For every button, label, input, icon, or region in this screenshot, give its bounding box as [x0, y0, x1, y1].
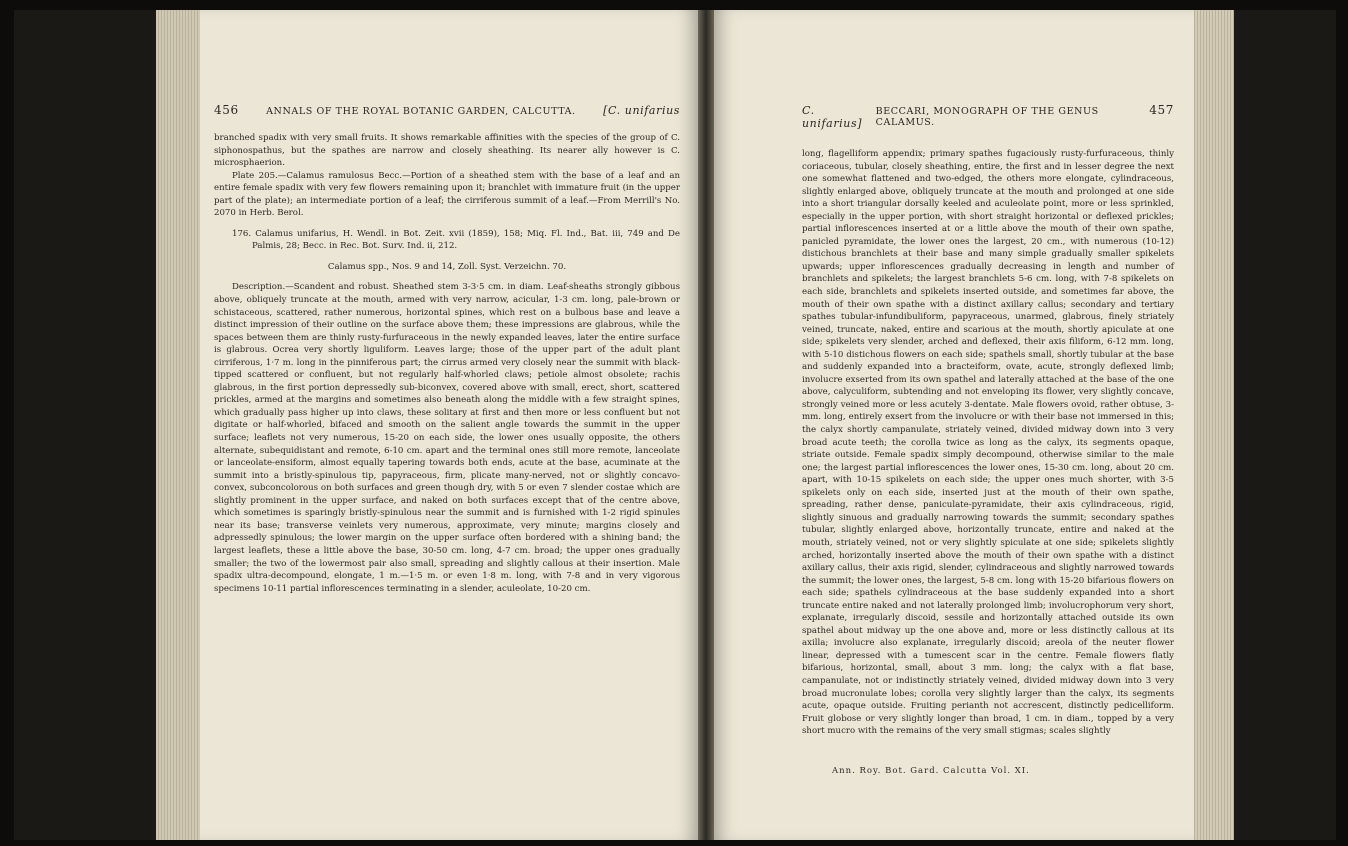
- synonym-line: Calamus spp., Nos. 9 and 14, Zoll. Syst. Verzeichn. 70.: [327, 261, 567, 272]
- left-page-edges: [156, 10, 200, 840]
- paragraph: branched spadix with very small fruits. It shows remarkable affinities with the species of the group of C. siphonospathus, but the spathes are narrow and closely sheathing. Its nearer ally however is C. microsphaerion.: [214, 133, 680, 169]
- left-page-number: 456: [214, 103, 239, 117]
- left-page-body: [214, 132, 680, 595]
- left-page: [200, 10, 698, 840]
- right-page-body: [802, 148, 1174, 738]
- right-page-number: 457: [1149, 103, 1174, 117]
- page-footer: Ann. Roy. Bot. Gard. Calcutta Vol. XI.: [832, 766, 1030, 776]
- right-running-head: [802, 103, 1174, 130]
- right-page: [714, 10, 1194, 840]
- right-page-edges: [1194, 10, 1234, 840]
- plate-caption: Plate 205.—Calamus ramulosus Becc.—Portion of a sheathed stem with the base of a leaf and an entire female spadix with very few flowers remaining upon it; branchlet with immature fruit (in the upper part of the plate); an intermediate portion of a leaf; the cirriferous summit of a leaf.—From Merrill's No. 2070 in Herb. Berol.: [214, 170, 680, 219]
- right-running-title: BECCARI, MONOGRAPH OF THE GENUS CALAMUS.: [875, 106, 1099, 128]
- left-running-head: [214, 103, 680, 117]
- book-gutter: [698, 10, 714, 840]
- book-spread: [14, 10, 1336, 840]
- description-continued: long, flagelliform appendix; primary spathes fugaciously rusty-furfuraceous, thinly coriaceous, tubular, closely sheathing, entire, the first and in lesser degree the next one somewhat flattened and two-edged, the others more elongate, cylindraceous, slightly enlarged above, obliquely truncate at the mouth and prolonged at one side into a short triangular dorsally keeled and aculeolate point, more or less sprinkled, especially in the upper portion, with short straight horizontal or deflexed prickles; partial inflorescences inserted at or a little above the mouth of their own spathe, panicled pyramidate, the lower ones the largest, 20 cm., with numerous (10-12) distichous branchlets at their base and many simple gradually smaller spikelets upwards; upper inflorescences gradually decreasing in length and number of branchlets and spikelets; the largest branchlets 5-6 cm. long, with 7-8 spikelets on each side, branchlets and spikelets inserted outside, and sometimes far above, the mouth of their own spathe with a distinct axillary callus; secondary and tertiary spathes tubular-infundibuliform, papyraceous, unarmed, glabrous, finely striately veined, truncate, naked, entire and scarious at the mouth, shortly apiculate at one side; spikelets very slender, arched and deflexed, their axis filiform, 6-12 mm. long, with 5-10 distichous flowers on each side; spathels small, shortly tubular at the base and suddenly expanded into a bracteiform, ovate, acute, strongly deflexed limb; involucre exserted from its own spathel and laterally attached at the base of the one above, calyculiform, subtending and not enveloping its flower, very slightly concave, strongly veined more or less acutely 3-dentate. Male flowers ovoid, rather obtuse, 3-mm. long, entirely exsert from the involucre or with their base not immersed in this; the calyx shortly campanulate, striately veined, divided midway down into 3 very broad acute teeth; the corolla twice as long as the calyx, its segments opaque, striate outside. Female spadix simply decompound, otherwise similar to the male one; the largest partial inflorescences the lower ones, 15-30 cm. long, about 20 cm. apart, with 10-15 spikelets on each side; the upper ones much shorter, with 3-5 spikelets only on each side, inserted just at the mouth of their own spathe, spreading, rather dense, paniculate-pyramidate, their axis cylindraceous, rigid, slightly sinuous and gradually narrowing towards the summit; secondary spathes tubular, slightly enlarged above, horizontally truncate, entire and naked at the mouth, striately veined, not or very slightly spiculate at one side; spikelets slightly arched, horizontally inserted above the mouth of their own spathe with a distinct axillary callus, their axis rigid, slender, cylindraceous and slightly narrowed towards the summit; the lower ones, the largest, 5-8 cm. long with 15-20 bifarious flowers on each side; spathels cylindraceous at the base suddenly expanded into a short truncate entire naked and not laterally prolonged limb; involucrophorum very short, explanate, irregularly discoid, sessile and horizontally attached outside its own spathel about midway up the one above and, more or less distinctly callous at its axilla; involucre also explanate, irregularly discoid; areola of the neuter flower linear, depressed with a tumescent scar in the centre. Female flowers flatly bifarious, horizontal, small, about 3 mm. long; the calyx with a flat base, campanulate, not or indistinctly striately veined, divided midway down into 3 very broad mucronulate lobes; corolla very slightly larger than the calyx, its segments acute, opaque outside. Fruiting perianth not accrescent, distinctly pedicelliform. Fruit globose or very slightly longer than broad, 1 cm. in diam., topped by a very short mucro with the remains of the very small stigmas; scales slightly: [802, 149, 1174, 737]
- left-running-title: ANNALS OF THE ROYAL BOTANIC GARDEN, CALCUTTA.: [266, 106, 576, 117]
- description-paragraph: Description.—Scandent and robust. Sheathed stem 3-3·5 cm. in diam. Leaf-sheaths strongly gibbous above, obliquely truncate at the mouth, armed with very narrow, acicular, 1-3 cm. long, pale-brown or schistaceous, scattered, rather numerous, horizontal spines, which rest on a bulbous base and leave a distinct impression of their outline on the surface above them; these impressions are glabrous, while the spaces between them are thinly rusty-furfuraceous in the newly expanded leaves, later the entire surface is glabrous. Ocrea very shortly liguliform. Leaves large; those of the upper part of the adult plant cirriferous, 1·7 m. long in the pinniferous part; the cirrus armed very closely near the summit with black-tipped scattered or confluent, but not regularly half-whorled claws; petiole almost obsolete; rachis glabrous, in the first portion depressedly sub-biconvex, covered above with small, erect, short, scattered prickles, armed at the margins and sometimes also beneath along the middle with a few straight spines, which gradually pass higher up into claws, these solitary at first and then more or less confluent but not digitate or half-whorled, bifaced and smooth on the salient angle towards the summit in the upper surface; leaflets not very numerous, 15-20 on each side, the lower ones usually opposite, the others alternate, subequidistant and remote, 6-10 cm. apart and the terminal ones still more remote, lanceolate or lanceolate-ensiform, almost equally tapering towards both ends, acute at the base, acuminate at the summit into a bristly-spinulous tip, papyraceous, firm, plicate many-nerved, not or slightly concavo-convex, subconcolorous on both surfaces and green though dry, with 5 or even 7 slender costae which are slightly prominent in the upper surface, and naked on both surfaces except that of the centre above, which sometimes is sparingly bristly-spinulous near the summit and is furnished with 1-2 rigid spinules near its base; transverse veinlets very numerous, approximate, very minute; margins closely and adpressedly spinulous; the lower margin on the upper surface often bordered with a shining band; the largest leaflets, these a little above the base, 30-50 cm. long, 4-7 cm. broad; the upper ones gradually smaller; the two of the lowermost pair also small, spreading and slightly callous at their insertion. Male spadix ultra-decompound, elongate, 1 m.—1·5 m. or even 1·8 m. long, with 7-8 and in very vigorous specimens 10-11 partial inflorescences terminating in a slender, aculeolate, 10-20 cm.: [214, 282, 680, 594]
- right-running-species: C. unifarius]: [802, 104, 863, 130]
- left-running-species: [C. unifarius: [603, 104, 680, 117]
- species-heading: 176. Calamus unifarius, H. Wendl. in Bot. Zeit. xvii (1859), 158; Miq. Fl. Ind., Bat. iii, 749 and De Palmis, 28; Becc. in Rec. Bot. Surv. Ind. ii, 212.: [232, 228, 680, 252]
